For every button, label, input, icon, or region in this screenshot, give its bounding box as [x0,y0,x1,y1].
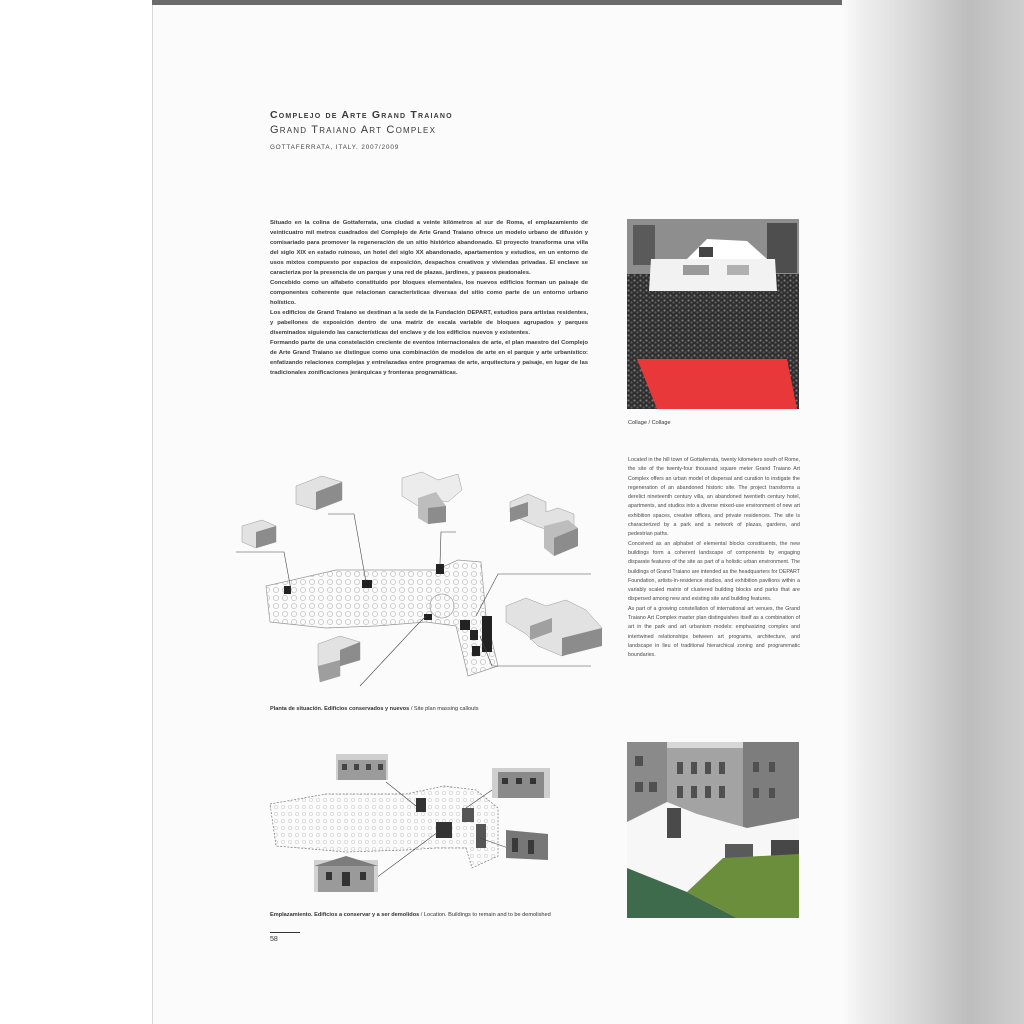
existing-wall-photo [506,830,548,860]
paragraph: Located in the hill town of Gottaferrata, twenty kilometers south of Rome, the site of the twenty-four thousand square meter Grand Traiano Art Complex offers an urban model of dispersal and curation to instigate the regeneration of an abandoned historic site. The project transforms a derelict nineteenth century villa, an abandoned twentieth century hotel, apartments, and studios into a diverse mixed-use environment of new art exhibition spaces, creative offices, and private residences. The site is characterized by a park and a network of plazas, gardens, and pedestrian paths. [628,457,800,538]
massing-block [402,472,462,524]
title-spanish: Complejo de Arte Grand Traiano [270,109,453,121]
paragraph: Conceived as an alphabet of elemental blocks constituents, the new buildings form a coherent landscape of components by engaging disparate features of the site as part of a holistic urban environment. The buildings of Grand Traiano are intended as the headquarters for DEPART Foundation, artists-in-residence studios, and exhibition pavilions within a variably scaled matrix of clustered building blocks and parks that are dispersed among new and existing site and building features. [628,540,800,603]
collage-image-crowd [627,219,799,409]
caption-bold: Emplazamiento. Edificios a conservar y a ser demolidos [270,912,420,918]
book-gutter-shadow [842,0,1024,1024]
paragraph: Situado en la colina de Gottaferrata, una ciudad a veinte kilómetros al sur de Roma, el emplazamiento de veinticuatro mil metros cuadrados del Complejo de Arte Grand Traiano ofrece un modelo urbano de difusión y comisariado para promover la regeneración de un sitio histórico abandonado. El proyecto transforma una villa del siglo XIX en estado ruinoso, un hotel del siglo XX abandonado, apartamentos y estudios, en un entorno de usos mixtos compuesto por espacios de exposición, despachos creativos y viviendas privadas. El enclave se caracteriza por la presencia de un parque y una red de plazas, jardines, y paseos peatonales. [270,220,588,276]
left-margin [0,0,152,1024]
location-date: GOTTAFERRATA, ITALY. 2007/2009 [270,144,400,151]
caption-rest: / Location. Buildings to remain and to be demolished [419,912,551,918]
collage-caption: Collage / Collage [628,420,671,426]
page-top-edge [152,0,874,5]
existing-villa-photo [336,754,388,780]
collage-image-lawn [627,742,799,918]
massing-block [510,494,578,556]
body-text-spanish [270,218,588,378]
paragraph: As part of a growing constellation of international art venues, the Grand Traiano Art Complex master plan distinguishes itself as a combination of art in the park and art urbanism models: emphasizing complex and intertwined relationships between art programs, architecture, and landscape in lieu of traditional hierarchical zoning and programmatic boundaries. [628,605,800,659]
massing-block [318,636,360,682]
site-plan-massing-diagram [236,466,606,688]
site-plan-caption [270,706,479,712]
massing-block [242,520,276,548]
caption-rest: / Site plan massing callouts [409,706,479,712]
massing-block [296,476,342,510]
paragraph: Los edificios de Grand Traiano se destinan a la sede de la Fundación DEPART, estudios para artistas residentes, y pabellones de exposición dentro de una matriz de escala variable de bloques agrupados y parques diseminados siguiendo las características del enclave y de los edificios nuevos y existentes. [270,310,588,336]
page-number: 58 [270,936,278,943]
paragraph: Formando parte de una constelación creciente de eventos internacionales de arte, el plan maestro del Complejo de Arte Grand Traiano se distingue como una combinación de modelos de arte en el parque y arte urbanístico: enfatizando relaciones complejas y entrelazadas entre programas de arte, arquitectura y paisaje, en lugar de las tradicionales zonificaciones jerárquicas y fronteras programáticas. [270,340,588,376]
existing-house-photo [314,856,378,892]
location-plan-diagram [266,748,556,896]
title-english: Grand Traiano Art Complex [270,124,437,136]
location-plan-caption [270,912,551,918]
paragraph: Concebido como un alfabeto constituido por bloques elementales, los nuevos edificios forman un paisaje de componentes coherente que relacionan características diversas del sitio como parte de un entorno urbano holístico. [270,280,588,306]
massing-block [506,598,602,656]
caption-bold: Planta de situación. Edificios conservados y nuevos [270,706,410,712]
existing-hotel-photo [492,768,550,798]
body-text-english [628,456,800,661]
page-number-rule [270,932,300,933]
